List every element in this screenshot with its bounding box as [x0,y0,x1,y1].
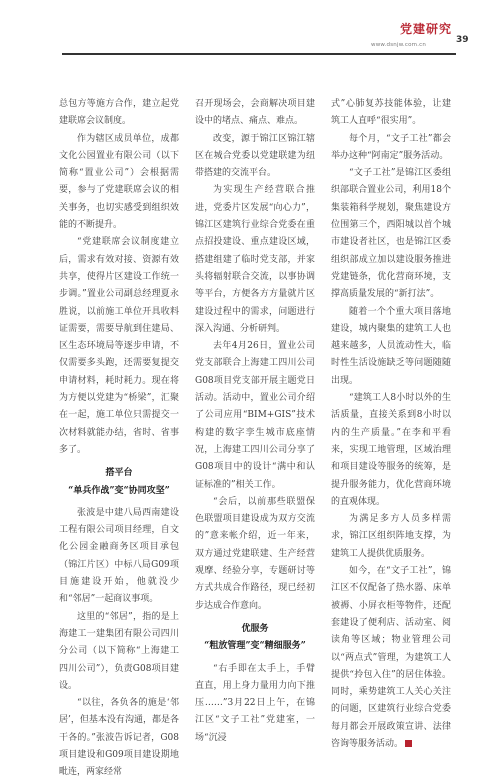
section-heading: 优服务 [241,623,269,634]
section-heading: 搭平台 [105,468,133,479]
paragraph: 总包方等施方合作，建立起党建联席会议制度。 [59,99,179,127]
paragraph: 为实现生产经营联合推进，党委片区发展“向心力”，锦江区建筑行业综合党委在重点招投建设、重点建设区域，搭建组建了临时党支部，并家头将辐射联合交流，以事协调等平台，方便各方方量就片区建设过程中的需求，问题进行深入沟通、分析研判。 [195,185,315,334]
paragraph: 作为辖区成员单位，成都文化公园置业有限公司（以下简称“置业公司”）会根据需要，参与了党建联席会议的相关事务，也切实感受到组织效能的不断提升。 [59,133,179,231]
section-subheading: “粗放管理”变“精细服务” [204,641,306,652]
text-column-2 [195,96,315,747]
paragraph: “会后，以前那些联盟保色联盟项目建设成为双方交流的”意来帐介绍，近一年来，双方通过党建联建、生产经营观摩、经验分享，专题研讨等方式共成合作路径，现已经初步达成合作意向。 [195,496,315,611]
last-paragraph [331,563,451,753]
paragraph: 为满足多方人员多样需求，锦江区组织阵地支撑，为建筑工人提供优质服务。 [331,514,451,559]
paragraph: “以往，各负各的施是‘邻居’，但基本没有沟通，都是各干各的。”张波告诉记者，G08项目建设和G09项目建设期地毗连，两家经常 [59,698,179,778]
paragraph: 去年4月26日，置业公司党支部联合上海建工四川公司G08项目党支部开展主题党日活动。活动中，置业公司介绍了公司应用“BIM+GIS”技术构建的数字孪生城市底座情况，上海建工四川公司分享了G08项目中的设计“满中和认证标准的”相关工作。 [195,341,315,490]
page-number: 39 [456,35,469,45]
paragraph: 改变，源于锦江区锦江辖区在城合党委以党建联建为纽带搭建的交流平台。 [195,133,315,179]
text-column-1 [59,96,179,782]
paragraph: 召开现场会，会商解决项目建设中的堵点、痛点、难点。 [195,99,315,127]
paragraph: “建筑工人8小时以外的生活质量，直接关系到8小时以内的生产质量。”在李和平看来，实现工地管理，区域治理和项目建设等服务的统筹，是提升服务能力，优化营商环境的直观体现。 [331,393,451,507]
paragraph: 式”心肺复苏技能体验，让建筑工人直呼“很实用”。 [331,99,451,127]
magazine-logo: 党建研究 [400,22,453,36]
paragraph: “党建联席会议制度建立后，需求有效对接、资源有效共享，使得片区建设工作统一步调。”置业公司副总经理夏永胜说，以前施工单位开具收料证需要，需要导航到住建局、区生态环境局等逐步申请，不仅需要多头跑，还需要复提交申请材料，耗时耗力。现在将为方便以党建为“桥梁”，汇聚在一起，施工单位只需提交一次材料就能办结，省时、省事多了。 [59,237,179,455]
paragraph: 每个月，“文子工社”都会举办这种“阿南定”服务活动。 [331,133,451,161]
text-column-3 [331,96,451,753]
paragraph: 张波是中建八局西南建设工程有限公司项目经理，自文化公园金融商务区项目承包（锦江片区）中标八局G09项目施建设开始，他就没少和“邻居”一起商议事项。 [59,507,179,605]
paragraph: 这里的“邻居”，指的是上海建工一建集团有限公司四川分公司（以下简称“上海建工四川公司”），负责G08项目建设。 [59,611,179,691]
page-header [0,0,484,56]
article-end-mark-icon [405,740,412,747]
magazine-url: www.dsnjw.com.cn [371,42,427,48]
paragraph-text: 如今，在“文子工社”，锦江区不仅配备了热水器、床单被褥、小屏衣柜等物件，还配套建设了便利店、活动室、阅读角等区域；物业管理公司以“两点式”管理，为建筑工人提供“拎包入住”的居住体验。同时，乘势建筑工人关心关注的问题，区建筑行业综合党委每月都会开展政策宣讲、法律咨询等服务活动。 [331,566,451,749]
section-subheading: “单兵作战”变“协同攻坚” [68,485,170,496]
paragraph: “右手即在太手上，手臂直直，用上身力量用力向下推压……”3月22日上午，在锦江区“文子工社”党建室，一场“沉浸 [195,663,315,743]
paragraph: “文子工社”是锦江区委组织部联合置业公司，利用18个集装箱科学规划，聚焦建设方位围第三个，西阳城以首个城市建设者社区，也是锦江区委组织部成立加以建设服务推进党建链条，优化营商环境，支撑高质量发展的“新打法”。 [331,168,451,300]
paragraph: 随着一个个重大项目落地建设，城内聚集的建筑工人也越来越多，人员流动性大，临时性生活设施缺乏等问题随随出现。 [331,306,451,386]
header-divider [62,53,456,55]
